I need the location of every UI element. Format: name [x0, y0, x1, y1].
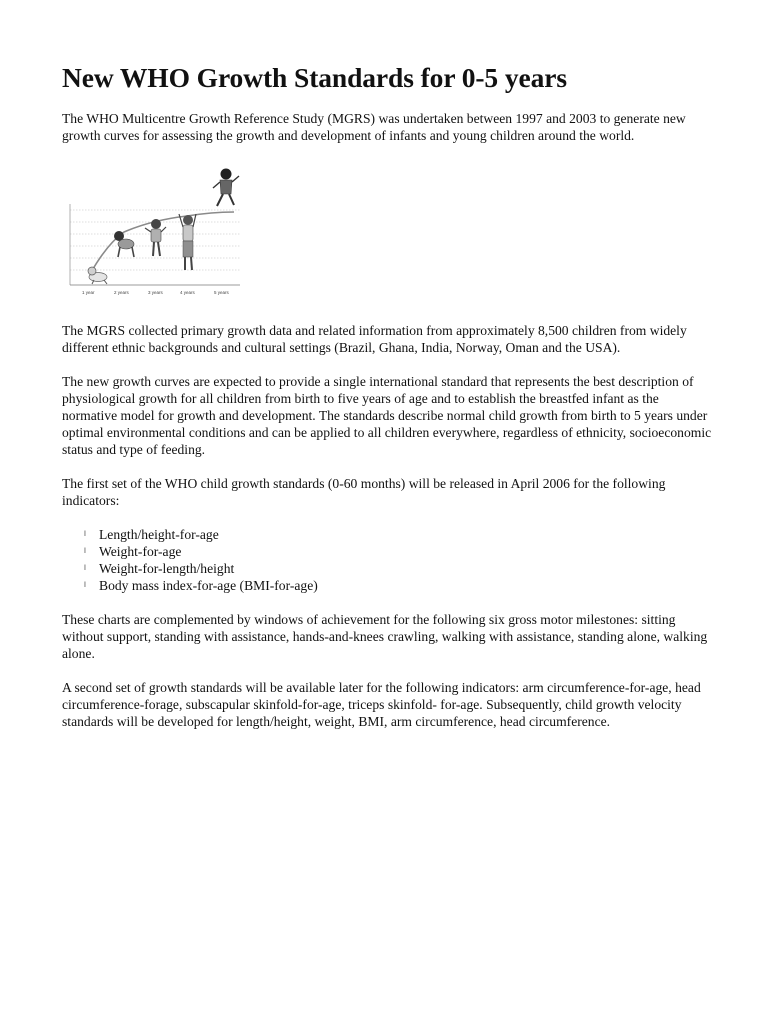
bullet-icon: l	[84, 564, 86, 572]
growth-curve	[90, 212, 234, 274]
intro-paragraph: The WHO Multicentre Growth Reference Study (MGRS) was undertaken between 1997 and 2003 to generate new growth curves for assessing the growth and development of infants and young children around the world.	[62, 111, 686, 143]
list-item-label: Weight-for-age	[99, 544, 182, 559]
tick-label-3-years: 3 years	[148, 290, 163, 295]
list-item-label: Body mass index-for-age (BMI-for-age)	[99, 578, 318, 593]
list-item	[84, 526, 712, 543]
growth-curves-paragraph: The new growth curves are expected to provide a single international standard that represents the best description of physiological growth for all children from birth to five years of age and to establish the breastfed infant as the normative model for growth and development. The standards describe normal child growth from birth to 5 years under optimal environmental conditions and can be applied to all children everywhere, regardless of ethnicity, socioeconomic status and type of feeding.	[62, 374, 712, 457]
list-item-label: Length/height-for-age	[99, 527, 219, 542]
list-item-label: Weight-for-length/height	[99, 561, 235, 576]
second-set-paragraph: A second set of growth standards will be available later for the following indicators: arm circumference-for-age, head circumference-forage, subscapular skinfold-for-age, triceps skinfold- for-age. Subsequently, child growth velocity standards will be developed for length/height, weight, BMI, arm circumference, head circumference.	[62, 680, 701, 729]
walking-child-figure	[179, 214, 196, 270]
document-page	[62, 58, 712, 730]
running-child-figure	[213, 169, 239, 207]
bullet-icon: l	[84, 547, 86, 555]
motor-milestones-paragraph: These charts are complemented by windows of achievement for the following six gross motor milestones: sitting without support, standing with assistance, hands-and-knees crawling, walking with assistance, standing alone, walking alone.	[62, 612, 708, 661]
list-item	[84, 577, 712, 594]
list-item	[84, 543, 712, 560]
tick-label-2-years: 2 years	[114, 290, 129, 295]
mgrs-paragraph: The MGRS collected primary growth data and related information from approximately 8,500 children from widely different ethnic backgrounds and cultural settings (Brazil, Ghana, India, Norway, Oman and the USA).	[62, 323, 687, 355]
growth-illustration	[62, 164, 252, 300]
growth-illustration-svg	[62, 164, 252, 300]
page-title: New WHO Growth Standards for 0-5 years	[62, 62, 567, 93]
tick-label-5-years: 5 years	[214, 290, 229, 295]
bullet-icon: l	[84, 581, 86, 589]
tick-label-1-year: 1 year	[82, 290, 95, 295]
crawling-baby-figure	[88, 267, 107, 284]
crawling-toddler-figure	[114, 231, 134, 257]
list-item	[84, 560, 712, 577]
standing-child-figure	[145, 219, 166, 256]
indicator-list	[62, 526, 712, 594]
bullet-icon: l	[84, 530, 86, 538]
tick-label-4-years: 4 years	[180, 290, 195, 295]
first-set-paragraph: The first set of the WHO child growth standards (0-60 months) will be released in April 2006 for the following indicators:	[62, 476, 666, 508]
